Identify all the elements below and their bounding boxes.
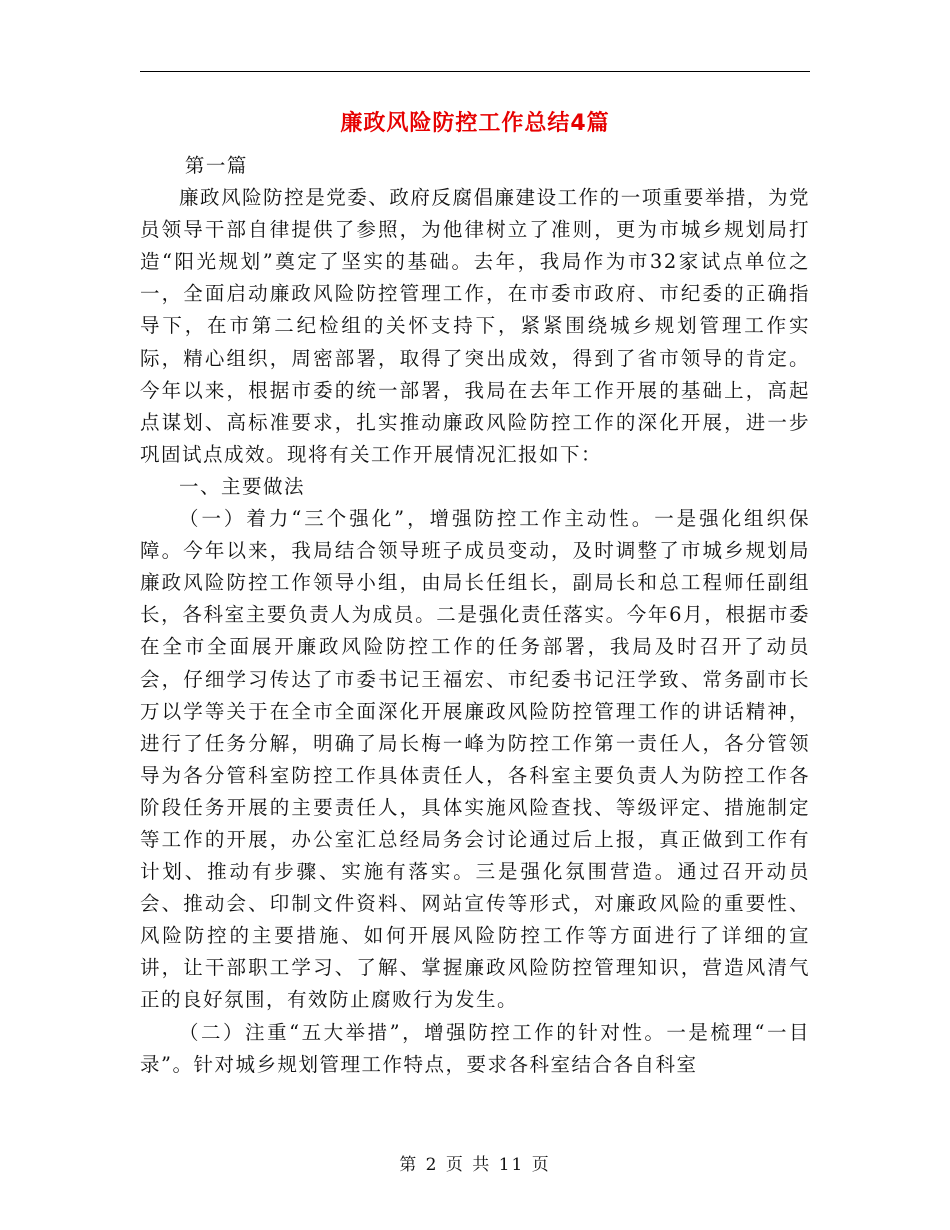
section-label: 第一篇	[184, 154, 248, 177]
paragraph-intro: 廉政风险防控是党委、政府反腐倡廉建设工作的一项重要举措，为党员领导干部自律提供了参照，为他律树立了准则，更为市城乡规划局打造“阳光规划”奠定了坚实的基础。去年，我局作为市32家试点单位之一，全面启动廉政风险防控管理工作，在市委市政府、市纪委的正确指导下，在市第二纪检组的关怀支持下，紧紧围绕城乡规划管理工作实际，精心组织，周密部署，取得了突出成效，得到了省市领导的肯定。今年以来，根据市委的统一部署，我局在去年工作开展的基础上，高起点谋划、高标准要求，扎实推动廉政风险防控工作的深化开展，进一步巩固试点成效。现将有关工作开展情况汇报如下：	[140, 186, 810, 466]
paragraph-five-measures: （二）注重“五大举措”，增强防控工作的针对性。一是梳理“一目录”。针对城乡规划管理工作特点，要求各科室结合各自科室	[140, 1020, 810, 1076]
paragraph-three-strengthen: （一）着力“三个强化”，增强防控工作主动性。一是强化组织保障。今年以来，我局结合领导班子成员变动，及时调整了市城乡规划局廉政风险防控工作领导小组，由局长任组长，副局长和总工程师任副组长，各科室主要负责人为成员。二是强化责任落实。今年6月，根据市委在全市全面展开廉政风险防控工作的任务部署，我局及时召开了动员会，仔细学习传达了市委书记王福宏、市纪委书记汪学致、常务副市长万以学等关于在全市全面深化开展廉政风险防控管理工作的讲话精神，进行了任务分解，明确了局长梅一峰为防控工作第一责任人，各分管领导为各分管科室防控工作具体责任人，各科室主要负责人为防控工作各阶段任务开展的主要责任人，具体实施风险查找、等级评定、措施制定等工作的开展，办公室汇总经局务会讨论通过后上报，真正做到工作有计划、推动有步骤、实施有落实。三是强化氛围营造。通过召开动员会、推动会、印制文件资料、网站宣传等形式，对廉政风险的重要性、风险防控的主要措施、如何开展风险防控工作等方面进行了详细的宣讲，让干部职工学习、了解、掌握廉政风险防控管理知识，营造风清气正的良好氛围，有效防止腐败行为发生。	[140, 507, 810, 1012]
page-number-footer: 第 2 页 共 11 页	[399, 1155, 551, 1175]
section-heading: 一、主要做法	[179, 474, 306, 498]
document-body	[140, 150, 810, 1081]
document-title: 廉政风险防控工作总结4篇	[340, 111, 610, 136]
header-rule	[140, 71, 810, 72]
